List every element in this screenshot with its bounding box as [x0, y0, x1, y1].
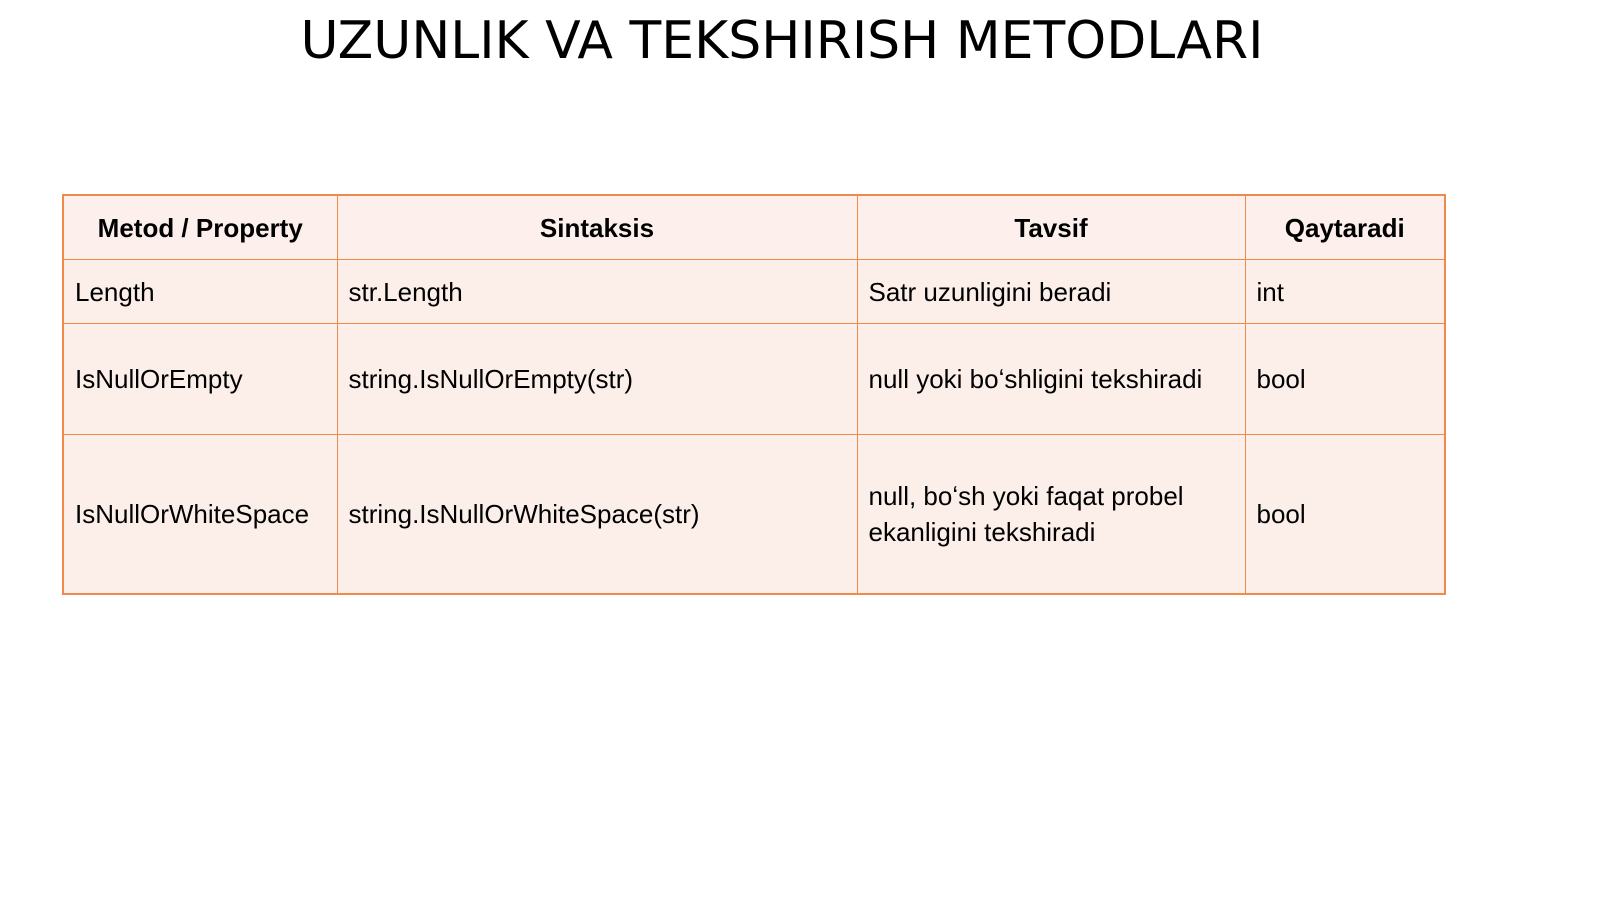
cell-method: IsNullOrEmpty	[63, 324, 337, 435]
cell-description: null, boʻsh yoki faqat probel ekanligini tekshiradi	[857, 435, 1245, 595]
cell-returns: int	[1245, 260, 1445, 324]
table-row	[63, 260, 1445, 324]
cell-description: null yoki boʻshligini tekshiradi	[857, 324, 1245, 435]
header-description: Tavsif	[857, 195, 1245, 260]
methods-table	[62, 194, 1446, 595]
slide-title: UZUNLIK VA TEKSHIRISH METODLARI	[300, 11, 1264, 71]
table-row	[63, 324, 1445, 435]
cell-syntax: str.Length	[337, 260, 857, 324]
cell-method: IsNullOrWhiteSpace	[63, 435, 337, 595]
cell-returns: bool	[1245, 324, 1445, 435]
cell-syntax: string.IsNullOrWhiteSpace(str)	[337, 435, 857, 595]
cell-description: Satr uzunligini beradi	[857, 260, 1245, 324]
table-header-row	[63, 195, 1445, 260]
header-syntax: Sintaksis	[337, 195, 857, 260]
cell-method: Length	[63, 260, 337, 324]
header-method: Metod / Property	[63, 195, 337, 260]
cell-syntax: string.IsNullOrEmpty(str)	[337, 324, 857, 435]
header-returns: Qaytaradi	[1245, 195, 1445, 260]
cell-returns: bool	[1245, 435, 1445, 595]
table-row	[63, 435, 1445, 595]
methods-table-container	[62, 194, 1446, 595]
